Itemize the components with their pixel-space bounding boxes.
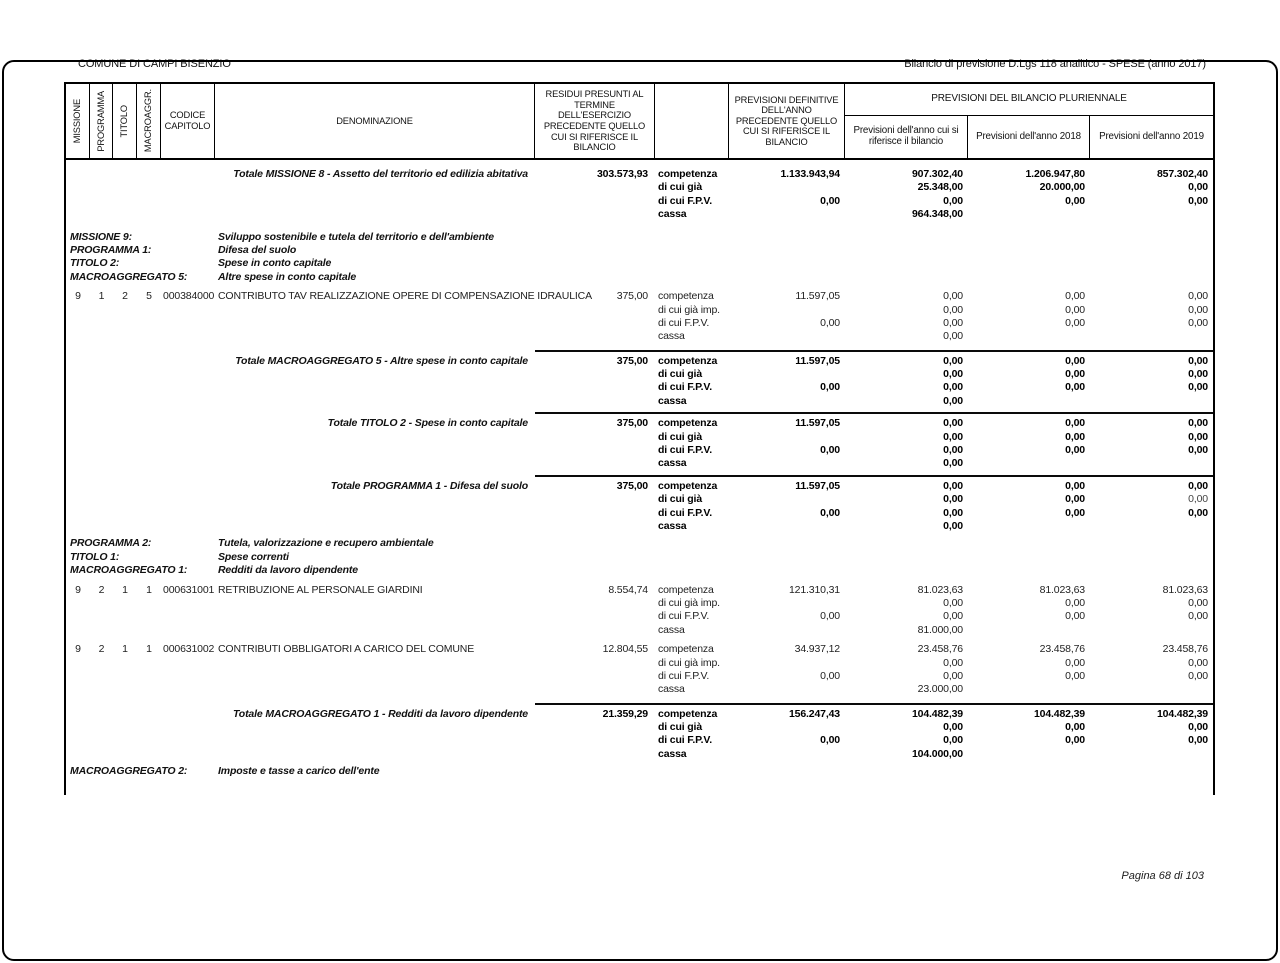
- amount-cell: [729, 304, 845, 317]
- code-programma: 2: [98, 583, 105, 596]
- header-missione-label: MISSIONE: [72, 98, 83, 144]
- flow-label: di cui F.P.V.: [658, 444, 713, 457]
- amount-cell: 0,00: [943, 381, 963, 394]
- flow-label: di cui già: [658, 430, 703, 443]
- section-label: PROGRAMMA 1:: [70, 243, 152, 256]
- residui-value: 8.554,74: [608, 583, 648, 596]
- amount-cell: [1090, 330, 1213, 343]
- amount-cell: [729, 624, 845, 637]
- total-row-block: [66, 417, 1213, 471]
- amount-cell: 81.023,63: [1162, 583, 1208, 596]
- amount-cell: 0,00: [820, 194, 840, 207]
- header-missione: [66, 84, 90, 158]
- flow-label: di cui F.P.V.: [658, 669, 710, 682]
- header-anno-2019-label: Previsioni dell'anno 2019: [1099, 130, 1204, 142]
- amount-cell: 104.482,39: [911, 707, 963, 720]
- amount-cell: 0,00: [1188, 316, 1208, 329]
- amount-cell: [968, 330, 1090, 343]
- amount-cell: 0,00: [1065, 444, 1085, 457]
- flow-label: cassa: [658, 519, 687, 532]
- amount-cell: 0,00: [943, 656, 963, 669]
- header-programma-label: PROGRAMMA: [95, 90, 106, 152]
- amount-cell: 0,00: [820, 444, 840, 457]
- amount-cell: 0,00: [1188, 303, 1208, 316]
- amount-cell: [729, 657, 845, 670]
- amount-cell: 81.023,63: [1039, 583, 1085, 596]
- flow-label: competenza: [658, 168, 718, 180]
- amount-cell: 0,00: [820, 734, 840, 747]
- total-row-block: [66, 168, 1213, 222]
- code-programma: 1: [98, 290, 105, 303]
- amount-cell: 0,00: [1065, 381, 1085, 394]
- section-description: Altre spese in conto capitale: [218, 270, 357, 283]
- amount-cell: 0,00: [943, 330, 963, 343]
- header-pluriennale-group-label: PREVISIONI DEL BILANCIO PLURIENNALE: [931, 93, 1127, 105]
- amount-cell: 0,00: [1188, 354, 1208, 367]
- flow-label: cassa: [658, 394, 687, 407]
- amount-cell: 0,00: [943, 194, 963, 207]
- table-body: [64, 160, 1215, 795]
- header-codice-capitolo-label: CODICE CAPITOLO: [164, 110, 211, 131]
- amount-cell: [729, 457, 845, 470]
- header-macroaggr: [137, 84, 161, 158]
- amount-cell: [729, 520, 845, 533]
- section-description: Sviluppo sostenibile e tutela del territorio e dell'ambiente: [218, 230, 494, 243]
- chapter-denominazione: RETRIBUZIONE AL PERSONALE GIARDINI: [218, 583, 423, 596]
- amount-cell: [729, 330, 845, 343]
- flow-label: di cui F.P.V.: [658, 194, 713, 207]
- budget-table: [64, 82, 1215, 795]
- flow-label: di cui F.P.V.: [658, 316, 710, 329]
- code-macroaggr: 1: [146, 583, 152, 596]
- total-row-block: [66, 355, 1213, 409]
- flow-label: di cui F.P.V.: [658, 381, 713, 394]
- flow-label: di cui F.P.V.: [658, 506, 713, 519]
- amount-cell: 1.133.943,94: [780, 168, 840, 180]
- code-missione: 9: [75, 643, 81, 656]
- code-missione: 9: [75, 290, 81, 303]
- flow-label: di cui già: [658, 181, 703, 194]
- amount-cell: 121.310,31: [788, 583, 840, 596]
- total-label: Totale MISSIONE 8 - Assetto del territorio ed edilizia abitativa: [233, 168, 528, 180]
- section-label: MACROAGGREGATO 1:: [70, 564, 188, 577]
- total-separator-line: [535, 350, 1213, 352]
- amount-cell: 0,00: [943, 430, 963, 443]
- header-anno-2018-label: Previsioni dell'anno 2018: [976, 130, 1081, 142]
- code-programma: 2: [98, 643, 105, 656]
- section-label: PROGRAMMA 2:: [70, 537, 152, 550]
- amount-cell: [729, 181, 845, 194]
- flow-label: cassa: [658, 457, 687, 470]
- residui-value: 375,00: [616, 479, 648, 492]
- amount-cell: [1090, 624, 1213, 637]
- residui-value: 375,00: [616, 354, 648, 367]
- flow-label: competenza: [658, 643, 714, 656]
- amount-cell: 0,00: [1188, 444, 1208, 457]
- amount-cell: [1090, 520, 1213, 533]
- code-titolo: 1: [122, 643, 128, 656]
- code-titolo: 2: [122, 290, 128, 303]
- amount-cell: 0,00: [943, 394, 963, 407]
- header-titolo-label: TITOLO: [119, 104, 130, 138]
- capitolo-code: 000384000: [163, 290, 215, 303]
- total-label: Totale TITOLO 2 - Spese in conto capitale: [327, 417, 528, 430]
- flow-label: cassa: [658, 208, 687, 221]
- flow-label: di cui già imp.: [658, 596, 720, 609]
- amount-cell: 0,00: [1065, 417, 1085, 430]
- header-anno-2019: [1090, 116, 1213, 158]
- residui-value: 375,00: [616, 417, 648, 430]
- amount-cell: [968, 208, 1090, 221]
- amount-cell: 0,00: [1065, 479, 1085, 492]
- header-residui: [535, 84, 655, 158]
- entity-title: COMUNE DI CAMPI BISENZIO: [78, 58, 231, 70]
- amount-cell: 0,00: [1188, 181, 1208, 194]
- table-header: [64, 82, 1215, 160]
- code-macroaggr: 1: [146, 643, 152, 656]
- amount-cell: 964.348,00: [911, 208, 963, 221]
- header-codice-capitolo: [161, 84, 215, 158]
- section-heading-block: [66, 231, 1213, 285]
- flow-label: competenza: [658, 479, 718, 492]
- total-label: Totale PROGRAMMA 1 - Difesa del suolo: [330, 479, 528, 492]
- amount-cell: 0,00: [1188, 417, 1208, 430]
- amount-cell: 0,00: [943, 368, 963, 381]
- flow-label: di cui già: [658, 721, 703, 734]
- amount-cell: [968, 624, 1090, 637]
- amount-cell: 20.000,00: [1039, 181, 1085, 194]
- flow-label: cassa: [658, 623, 685, 636]
- flow-label: di cui F.P.V.: [658, 734, 713, 747]
- total-separator-line: [535, 703, 1213, 705]
- total-row-block: [66, 480, 1213, 534]
- amount-cell: [729, 748, 845, 761]
- amount-cell: 11.597,05: [795, 417, 840, 430]
- amount-cell: 0,00: [1065, 493, 1085, 506]
- amount-cell: 0,00: [943, 354, 963, 367]
- section-label: MISSIONE 9:: [70, 230, 132, 243]
- amount-cell: 0,00: [943, 316, 963, 329]
- chapter-row-block: [66, 290, 1213, 344]
- amount-cell: 104.000,00: [911, 747, 963, 760]
- header-flow-label-column: [655, 84, 729, 158]
- amount-cell: 0,00: [1065, 430, 1085, 443]
- section-description: Tutela, valorizzazione e recupero ambientale: [218, 537, 434, 550]
- amount-cell: [1090, 208, 1213, 221]
- amount-cell: [968, 457, 1090, 470]
- amount-cell: 0,00: [1188, 479, 1208, 492]
- flow-label: competenza: [658, 583, 714, 596]
- amount-cell: 0,00: [1065, 669, 1085, 682]
- amount-cell: 0,00: [1188, 368, 1208, 381]
- flow-label: competenza: [658, 354, 718, 367]
- amount-cell: [1090, 457, 1213, 470]
- amount-cell: 104.482,39: [1033, 707, 1085, 720]
- amount-cell: 23.458,76: [1162, 643, 1208, 656]
- amount-cell: 0,00: [1065, 354, 1085, 367]
- chapter-row-block: [66, 584, 1213, 638]
- amount-cell: 0,00: [1188, 381, 1208, 394]
- flow-label: cassa: [658, 683, 685, 696]
- flow-label: di cui già: [658, 368, 703, 381]
- amount-cell: 0,00: [1188, 669, 1208, 682]
- amount-cell: 0,00: [1065, 290, 1085, 303]
- residui-value: 375,00: [616, 290, 648, 303]
- amount-cell: 0,00: [820, 381, 840, 394]
- amount-cell: 0,00: [943, 493, 963, 506]
- total-separator-line: [535, 412, 1213, 414]
- amount-cell: [1090, 683, 1213, 696]
- amount-cell: [729, 493, 845, 506]
- amount-cell: [729, 683, 845, 696]
- header-pluriennale-group: [845, 84, 1213, 116]
- code-titolo: 1: [122, 583, 128, 596]
- amount-cell: 0,00: [1065, 506, 1085, 519]
- flow-label: competenza: [658, 290, 714, 303]
- amount-cell: 0,00: [943, 506, 963, 519]
- section-label: MACROAGGREGATO 5:: [70, 270, 188, 283]
- section-label: TITOLO 1:: [70, 550, 120, 563]
- total-separator-line: [535, 475, 1213, 477]
- residui-value: 12.804,55: [602, 643, 648, 656]
- header-previsioni-definitive: [729, 84, 845, 158]
- amount-cell: 0,00: [1188, 493, 1208, 506]
- amount-cell: 23.458,76: [1039, 643, 1085, 656]
- amount-cell: 0,00: [1065, 734, 1085, 747]
- residui-value: 303.573,93: [596, 168, 648, 180]
- amount-cell: 0,00: [943, 669, 963, 682]
- header-macroaggr-label: MACROAGGR.: [143, 89, 154, 153]
- amount-cell: 0,00: [1188, 194, 1208, 207]
- amount-cell: 907.302,40: [911, 168, 963, 180]
- section-description: Imposte e tasse a carico dell'ente: [218, 765, 380, 778]
- amount-cell: 0,00: [1065, 316, 1085, 329]
- amount-cell: 0,00: [943, 444, 963, 457]
- section-label: MACROAGGREGATO 2:: [70, 765, 188, 778]
- amount-cell: [729, 597, 845, 610]
- header-denominazione: [215, 84, 535, 158]
- amount-cell: 1.206.947,80: [1025, 168, 1085, 180]
- amount-cell: [729, 208, 845, 221]
- amount-cell: 0,00: [820, 669, 840, 682]
- page-number: Pagina 68 di 103: [1121, 870, 1204, 882]
- amount-cell: 0,00: [943, 734, 963, 747]
- amount-cell: 11.597,05: [795, 290, 840, 303]
- amount-cell: 0,00: [943, 596, 963, 609]
- amount-cell: 0,00: [943, 721, 963, 734]
- amount-cell: 0,00: [820, 506, 840, 519]
- amount-cell: 0,00: [943, 519, 963, 532]
- amount-cell: 0,00: [1065, 596, 1085, 609]
- amount-cell: 104.482,39: [1156, 707, 1208, 720]
- section-label: TITOLO 2:: [70, 257, 120, 270]
- amount-cell: 11.597,05: [795, 479, 840, 492]
- flow-label: di cui già imp.: [658, 656, 720, 669]
- amount-cell: 0,00: [820, 610, 840, 623]
- amount-cell: 0,00: [943, 303, 963, 316]
- flow-label: di cui già imp.: [658, 303, 720, 316]
- total-label: Totale MACROAGGREGATO 5 - Altre spese in conto capitale: [235, 354, 528, 367]
- section-heading-block: [66, 765, 1213, 778]
- amount-cell: 81.023,63: [917, 583, 963, 596]
- amount-cell: 0,00: [820, 316, 840, 329]
- flow-label: di cui F.P.V.: [658, 610, 710, 623]
- amount-cell: 0,00: [1188, 656, 1208, 669]
- amount-cell: 23.458,76: [917, 643, 963, 656]
- amount-cell: 0,00: [943, 479, 963, 492]
- section-heading-block: [66, 537, 1213, 577]
- flow-label: di cui già: [658, 493, 703, 506]
- section-description: Difesa del suolo: [218, 243, 297, 256]
- section-description: Spese correnti: [218, 550, 289, 563]
- page-header-bar: [78, 58, 1206, 70]
- amount-cell: [729, 395, 845, 408]
- code-missione: 9: [75, 583, 81, 596]
- amount-cell: 0,00: [943, 417, 963, 430]
- amount-cell: [968, 395, 1090, 408]
- amount-cell: 0,00: [943, 457, 963, 470]
- amount-cell: [1090, 395, 1213, 408]
- section-description: Redditi da lavoro dipendente: [218, 564, 358, 577]
- document-title: Bilancio di previsione D.Lgs 118 analitico - SPESE (anno 2017): [904, 58, 1206, 70]
- amount-cell: [729, 431, 845, 444]
- amount-cell: 0,00: [1065, 194, 1085, 207]
- header-residui-label: RESIDUI PRESUNTI AL TERMINE DELL'ESERCIZIO PRECEDENTE QUELLO CUI SI RIFERISCE IL BILANCIO: [543, 89, 646, 153]
- residui-value: 21.359,29: [602, 707, 648, 720]
- total-label: Totale MACROAGGREGATO 1 - Redditi da lavoro dipendente: [232, 707, 528, 720]
- flow-label: cassa: [658, 747, 687, 760]
- amount-cell: 0,00: [1188, 290, 1208, 303]
- flow-label: cassa: [658, 330, 685, 343]
- flow-label: competenza: [658, 707, 718, 720]
- amount-cell: [968, 520, 1090, 533]
- amount-cell: 0,00: [943, 290, 963, 303]
- header-anno-bilancio-label: Previsioni dell'anno cui si riferisce il bilancio: [853, 125, 959, 147]
- header-programma: [90, 84, 113, 158]
- amount-cell: 81.000,00: [917, 623, 963, 636]
- amount-cell: 34.937,12: [794, 643, 840, 656]
- header-anno-2018: [968, 116, 1090, 158]
- flow-label: competenza: [658, 417, 718, 430]
- header-previsioni-definitive-label: PREVISIONI DEFINITIVE DELL'ANNO PRECEDENTE QUELLO CUI SI RIFERISCE IL BILANCIO: [734, 94, 839, 147]
- amount-cell: 0,00: [1065, 656, 1085, 669]
- chapter-denominazione: CONTRIBUTO TAV REALIZZAZIONE OPERE DI COMPENSAZIONE IDRAULICA: [218, 290, 592, 303]
- chapter-row-block: [66, 643, 1213, 697]
- capitolo-code: 000631001: [163, 583, 215, 596]
- amount-cell: 0,00: [1065, 368, 1085, 381]
- amount-cell: 0,00: [1188, 610, 1208, 623]
- amount-cell: 11.597,05: [795, 354, 840, 367]
- amount-cell: [729, 368, 845, 381]
- amount-cell: 0,00: [1188, 734, 1208, 747]
- amount-cell: 0,00: [1188, 430, 1208, 443]
- amount-cell: 25.348,00: [917, 181, 963, 194]
- chapter-denominazione: CONTRIBUTI OBBLIGATORI A CARICO DEL COMUNE: [218, 643, 475, 656]
- amount-cell: 0,00: [943, 610, 963, 623]
- amount-cell: 23.000,00: [917, 683, 963, 696]
- amount-cell: 0,00: [1065, 303, 1085, 316]
- header-anno-bilancio: [845, 116, 968, 158]
- capitolo-code: 000631002: [163, 643, 215, 656]
- amount-cell: [968, 683, 1090, 696]
- code-macroaggr: 5: [146, 290, 152, 303]
- amount-cell: 0,00: [1065, 721, 1085, 734]
- amount-cell: 0,00: [1188, 721, 1208, 734]
- header-denominazione-label: DENOMINAZIONE: [336, 115, 413, 126]
- header-titolo: [113, 84, 137, 158]
- amount-cell: 0,00: [1188, 506, 1208, 519]
- amount-cell: [1090, 748, 1213, 761]
- amount-cell: [729, 721, 845, 734]
- total-row-block: [66, 708, 1213, 762]
- amount-cell: 857.302,40: [1156, 168, 1208, 180]
- amount-cell: 0,00: [1065, 610, 1085, 623]
- amount-cell: 156.247,43: [788, 707, 840, 720]
- amount-cell: [968, 748, 1090, 761]
- section-description: Spese in conto capitale: [218, 257, 332, 270]
- amount-cell: 0,00: [1188, 596, 1208, 609]
